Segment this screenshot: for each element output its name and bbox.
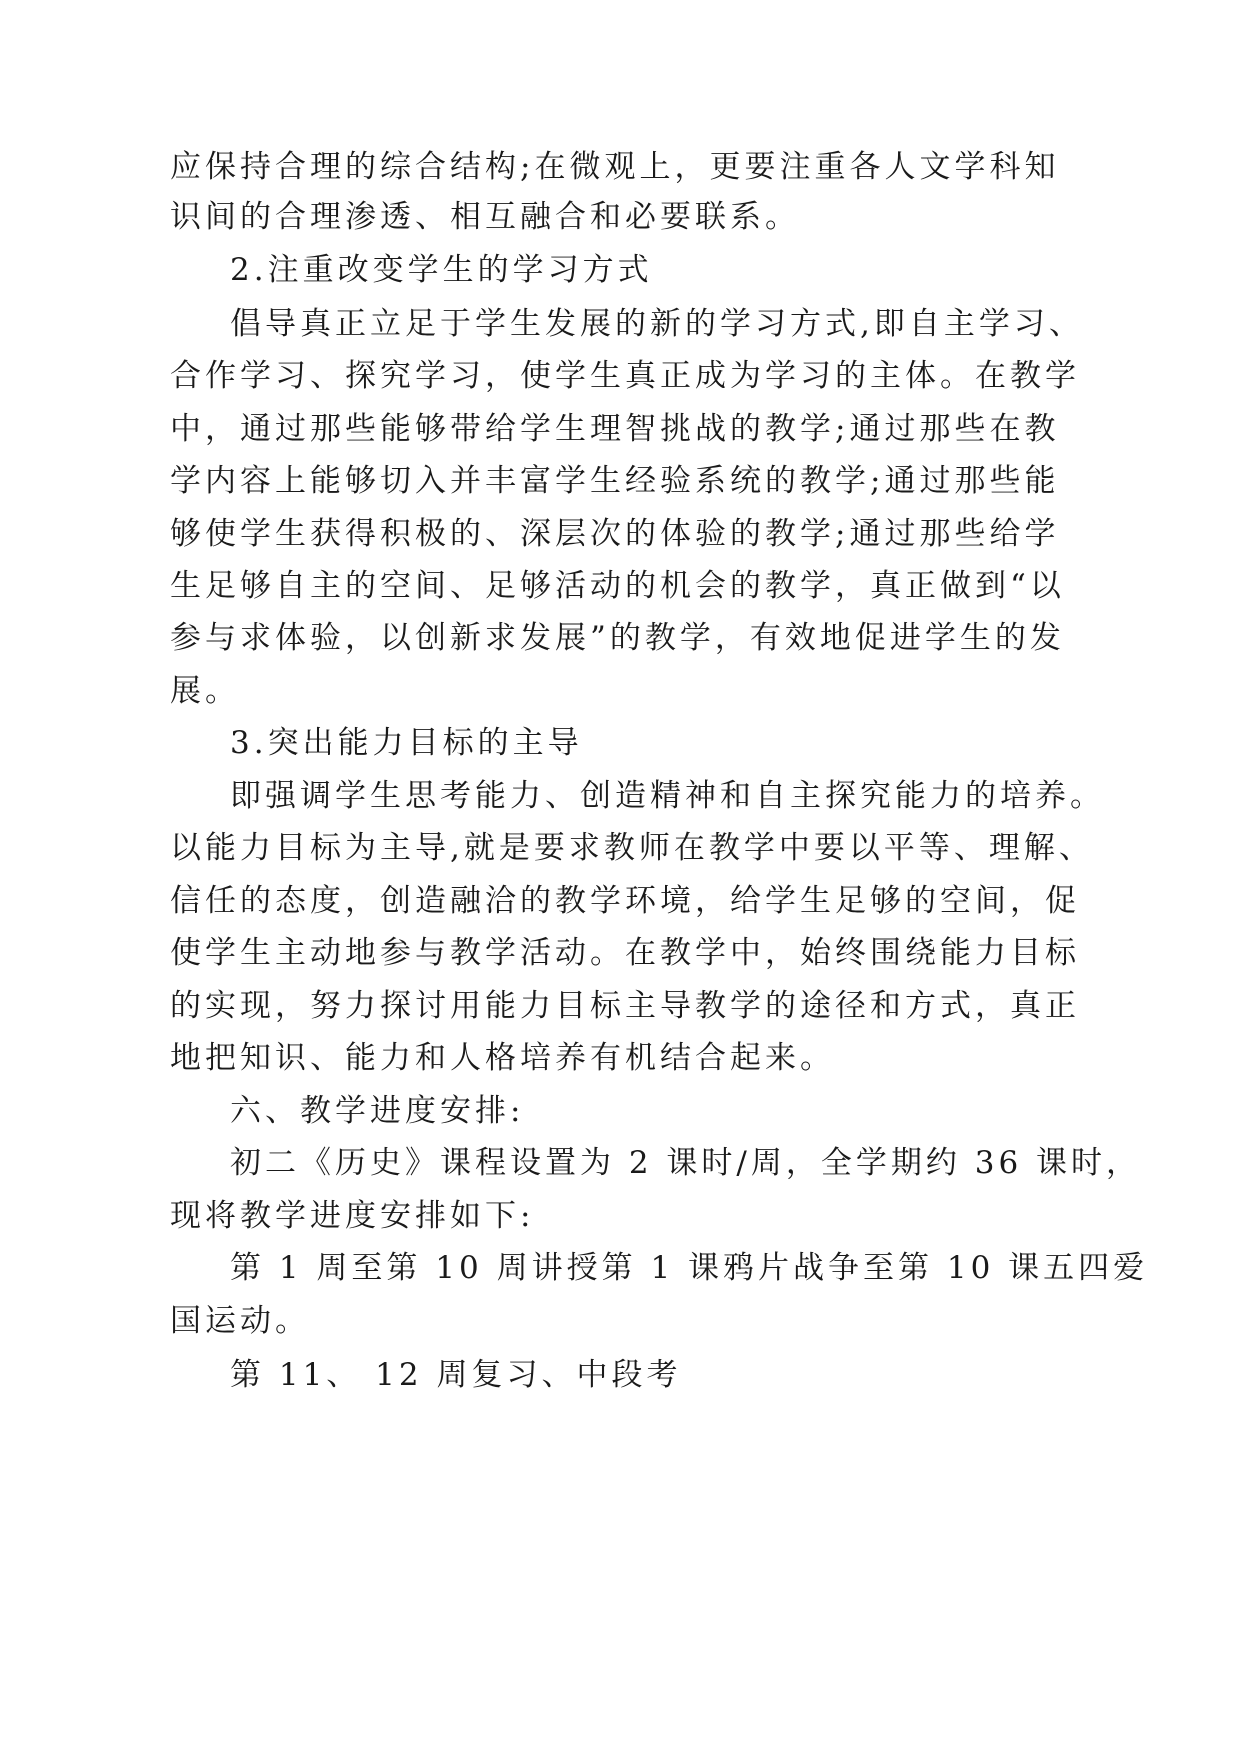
text-line: 初二《历史》课程设置为 2 课时/周，全学期约 36 课时，	[230, 1145, 1142, 1181]
text-line: 够使学生获得积极的、深层次的体验的教学;通过那些给学	[170, 516, 1060, 552]
text-line: 应保持合理的综合结构;在微观上，更要注重各人文学科知	[170, 149, 1060, 185]
text-line: 国运动。	[170, 1303, 310, 1339]
text-line: 信任的态度，创造融洽的教学环境，给学生足够的空间，促	[170, 883, 1080, 919]
text-line: 地把知识、能力和人格培养有机结合起来。	[170, 1040, 835, 1076]
section-heading: 3.突出能力目标的主导	[230, 725, 583, 761]
text-line: 现将教学进度安排如下:	[170, 1198, 535, 1234]
text-line: 以能力目标为主导,就是要求教师在教学中要以平等、理解、	[170, 830, 1094, 866]
text-line: 合作学习、探究学习，使学生真正成为学习的主体。在教学	[170, 358, 1080, 394]
text-line: 使学生主动地参与教学活动。在教学中，始终围绕能力目标	[170, 935, 1080, 971]
section-heading: 2.注重改变学生的学习方式	[230, 252, 653, 288]
text-line: 中，通过那些能够带给学生理智挑战的教学;通过那些在教	[170, 411, 1060, 447]
text-line: 生足够自主的空间、足够活动的机会的教学，真正做到“以	[170, 568, 1065, 604]
text-line: 展。	[170, 673, 240, 709]
section-heading: 六、教学进度安排:	[230, 1093, 525, 1129]
text-line: 第 11、 12 周复习、中段考	[230, 1357, 682, 1393]
text-line: 倡导真正立足于学生发展的新的学习方式,即自主学习、	[230, 306, 1084, 342]
text-line: 的实现，努力探讨用能力目标主导教学的途径和方式，真正	[170, 988, 1080, 1024]
text-line: 即强调学生思考能力、创造精神和自主探究能力的培养。	[230, 778, 1105, 814]
text-line: 学内容上能够切入并丰富学生经验系统的教学;通过那些能	[170, 463, 1060, 499]
text-line: 第 1 周至第 10 周讲授第 1 课鸦片战争至第 10 课五四爱	[230, 1250, 1149, 1286]
text-line: 识间的合理渗透、相互融合和必要联系。	[170, 199, 800, 235]
text-line: 参与求体验，以创新求发展”的教学，有效地促进学生的发	[170, 620, 1065, 656]
